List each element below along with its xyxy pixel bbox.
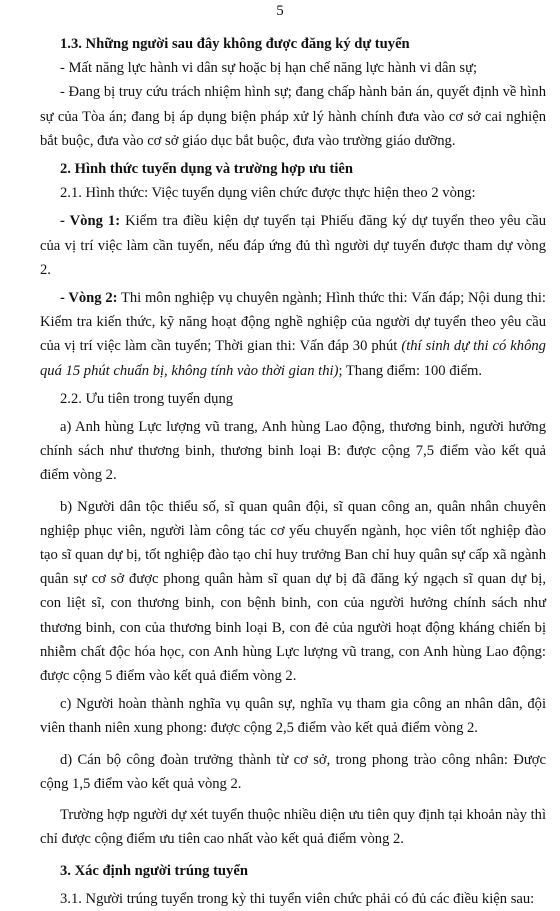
page-content bbox=[40, 28, 546, 911]
round-1-text: Kiểm tra điều kiện dự tuyển tại Phiếu đăng ký dự tuyển theo yêu cầu của vị trí việc làm cần tuyển, nếu đáp ứng đủ thì người dự tuyển được tham dự vòng 2. bbox=[40, 213, 546, 278]
round-2-label: - Vòng 2: bbox=[60, 290, 118, 307]
round-2-text: Thi môn nghiệp vụ chuyên ngành; Hình thức thi: Vấn đáp; Nội dung thi: Kiểm tra kiến thức, kỹ năng hoạt động nghề nghiệp của người dự tuyển theo yêu cầu của vị trí việc làm cần tuyển; Thời gian thi: Vấn đáp 30 phút bbox=[40, 290, 546, 355]
round-1-label: - Vòng 1: bbox=[60, 213, 121, 230]
section-3-1-paragraph: 3.1. Người trúng tuyển trong kỳ thi tuyển viên chức phải có đủ các điều kiện sau: bbox=[60, 890, 535, 907]
section-1-3-item-2: - Đang bị truy cứu trách nhiệm hình sự; đang chấp hành bản án, quyết định về hình sự của Tòa án; đang bị áp dụng biện pháp xử lý hành chính đưa vào cơ sở cai nghiện bắt buộc, đưa vào cơ sở giáo dục bắt buộc, đưa vào trường giáo dưỡng. bbox=[40, 84, 546, 149]
section-3-heading: 3. Xác định người trúng tuyển bbox=[60, 862, 248, 879]
section-2-1-paragraph: 2.1. Hình thức: Việc tuyển dụng viên chức được thực hiện theo 2 vòng: bbox=[60, 185, 476, 202]
section-1-3-item-1: - Mất năng lực hành vi dân sự hoặc bị hạn chế năng lực hành vi dân sự; bbox=[60, 60, 478, 77]
priority-c-paragraph: c) Người hoàn thành nghĩa vụ quân sự, nghĩa vụ tham gia công an nhân dân, đội viên thanh niên xung phong: được cộng 2,5 điểm vào kết quả điểm vòng 2. bbox=[40, 696, 546, 737]
round-2-italic-note: (thí sinh dự thi có không quá 15 phút chuẩn bị, không tính vào thời gian thi) bbox=[40, 338, 546, 379]
priority-rule-paragraph: Trường hợp người dự xét tuyển thuộc nhiều diện ưu tiên quy định tại khoản này thì chỉ được cộng điểm ưu tiên cao nhất vào kết quả điểm vòng 2. bbox=[40, 807, 546, 848]
round-2-end: ; Thang điểm: 100 điểm. bbox=[338, 362, 483, 379]
page-number: 5 bbox=[276, 3, 284, 19]
priority-a-paragraph: a) Anh hùng Lực lượng vũ trang, Anh hùng Lao động, thương binh, người hưởng chính sách như thương binh, thương binh loại B: được cộng 7,5 điểm vào kết quả điểm vòng 2. bbox=[40, 419, 546, 484]
section-2-heading: 2. Hình thức tuyển dụng và trường hợp ưu tiên bbox=[60, 161, 354, 178]
round-1-paragraph bbox=[40, 209, 546, 282]
priority-b-paragraph: b) Người dân tộc thiểu số, sĩ quan quân đội, sĩ quan công an, quân nhân chuyên nghiệp phục viên, người làm công tác cơ yếu chuyển ngành, học viên tốt nghiệp đào tạo sĩ quan dự bị, tốt nghiệp đào tạo chỉ huy trưởng Ban chỉ huy quân sự cấp xã ngành quân sự cơ sở được phong quân hàm sĩ quan dự bị đã đăng ký ngạch sĩ quan dự bị, con liệt sĩ, con thương binh, con bệnh binh, con của người hưởng chính sách như thương binh, con của thương binh loại B, con đẻ của người hoạt động kháng chiến bị nhiễm chất độc hóa học, con Anh hùng Lực lượng vũ trang, con Anh hùng Lao động: được cộng 5 điểm vào kết quả điểm vòng 2. bbox=[40, 498, 546, 685]
priority-d-paragraph: d) Cán bộ công đoàn trưởng thành từ cơ sở, trong phong trào công nhân: Được cộng 1,5 điểm vào kết quả vòng 2. bbox=[40, 751, 546, 792]
section-1-3-heading: 1.3. Những người sau đây không được đăng ký dự tuyển bbox=[60, 36, 410, 52]
round-2-paragraph bbox=[40, 286, 546, 383]
section-2-2-paragraph: 2.2. Ưu tiên trong tuyển dụng bbox=[60, 390, 234, 407]
